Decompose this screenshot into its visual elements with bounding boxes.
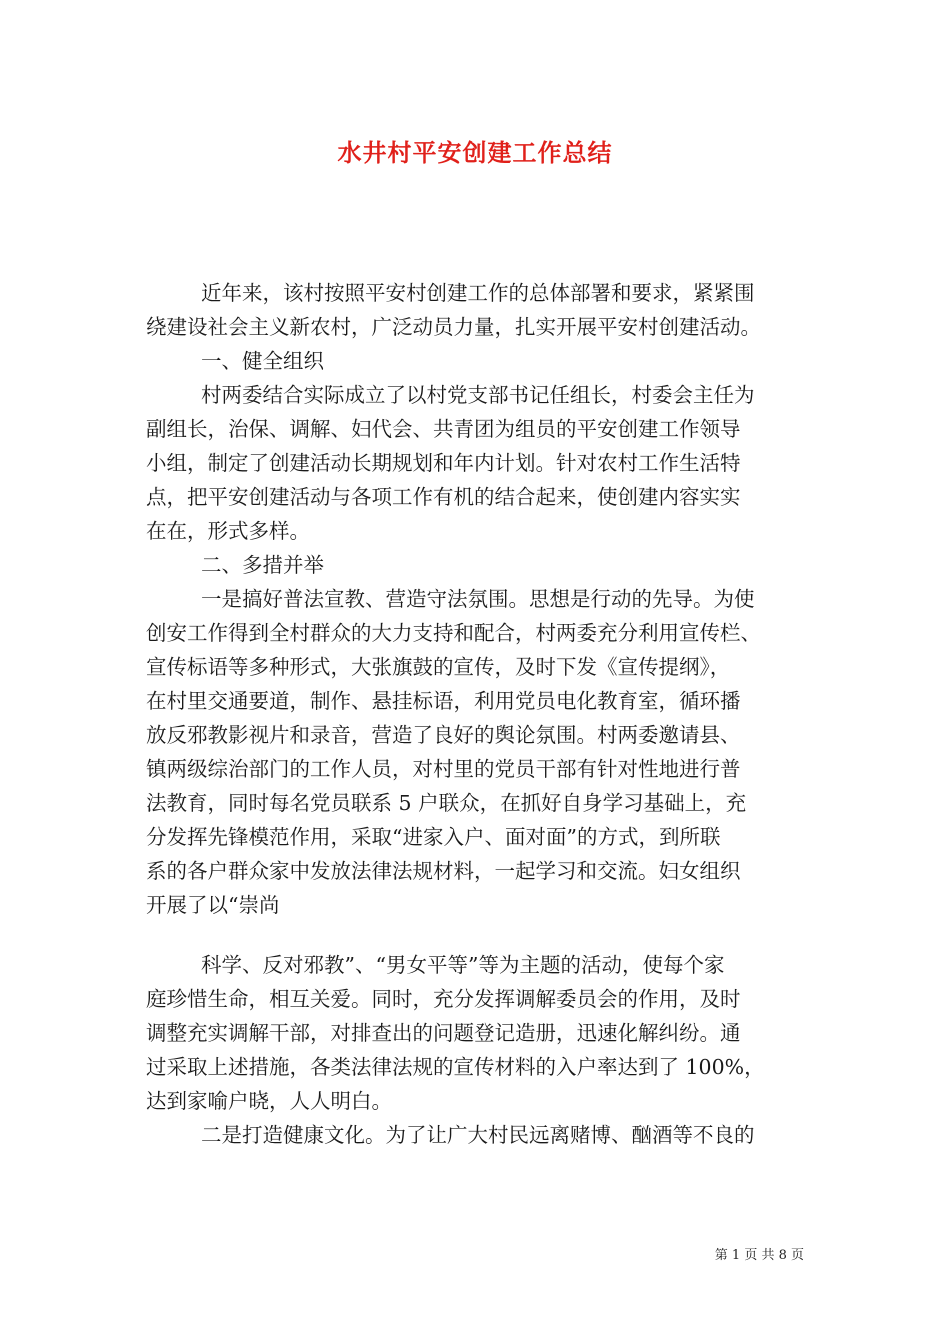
text-line: 开展了以“崇尚 [146, 893, 280, 917]
text-line: 一是搞好普法宣教、营造守法氛围。思想是行动的先导。为使 [201, 587, 755, 611]
section-heading: 一、健全组织 [201, 349, 324, 373]
text-line: 过采取上述措施，各类法律法规的宣传材料的入户率达到了 100%， [146, 1055, 765, 1079]
page-number: 第 1 页 共 8 页 [714, 1248, 804, 1263]
text-line: 放反邪教影视片和录音，营造了良好的舆论氛围。村两委邀请县、 [146, 723, 741, 747]
text-line: 科学、反对邪教”、“男女平等”等为主题的活动，使每个家 [201, 953, 725, 977]
text-line: 在村里交通要道，制作、悬挂标语，利用党员电化教育室，循环播 [146, 689, 741, 713]
text-line: 点，把平安创建活动与各项工作有机的结合起来，使创建内容实实 [146, 485, 741, 509]
text-line: 村两委结合实际成立了以村党支部书记任组长，村委会主任为 [201, 383, 755, 407]
text-line: 宣传标语等多种形式，大张旗鼓的宣传，及时下发《宣传提纲》， [146, 655, 731, 679]
text-line: 二是打造健康文化。为了让广大村民远离赌博、酗酒等不良的 [201, 1123, 755, 1147]
section-heading: 二、多措并举 [201, 553, 324, 577]
document-title: 水井村平安创建工作总结 [337, 138, 613, 167]
text-line: 分发挥先锋模范作用，采取“进家入户、面对面”的方式，到所联 [146, 825, 721, 849]
text-line: 副组长，治保、调解、妇代会、共青团为组员的平安创建工作领导 [146, 417, 741, 441]
text-line: 镇两级综治部门的工作人员，对村里的党员干部有针对性地进行普 [146, 757, 741, 781]
text-line: 绕建设社会主义新农村，广泛动员力量，扎实开展平安村创建活动。 [146, 315, 761, 339]
text-line: 系的各户群众家中发放法律法规材料，一起学习和交流。妇女组织 [146, 859, 741, 883]
text-line: 调整充实调解干部，对排查出的问题登记造册，迅速化解纠纷。通 [146, 1021, 741, 1045]
document-body [146, 276, 814, 1152]
text-line: 在在，形式多样。 [146, 519, 310, 543]
text-line: 创安工作得到全村群众的大力支持和配合，村两委充分利用宣传栏、 [146, 621, 761, 645]
text-line: 小组，制定了创建活动长期规划和年内计划。针对农村工作生活特 [146, 451, 741, 475]
text-line: 法教育，同时每名党员联系 5 户联众，在抓好自身学习基础上，充 [146, 791, 747, 815]
text-line: 庭珍惜生命，相互关爱。同时，充分发挥调解委员会的作用，及时 [146, 987, 741, 1011]
text-line: 近年来，该村按照平安村创建工作的总体部署和要求，紧紧围 [201, 281, 755, 305]
text-line: 达到家喻户晓，人人明白。 [146, 1089, 392, 1113]
